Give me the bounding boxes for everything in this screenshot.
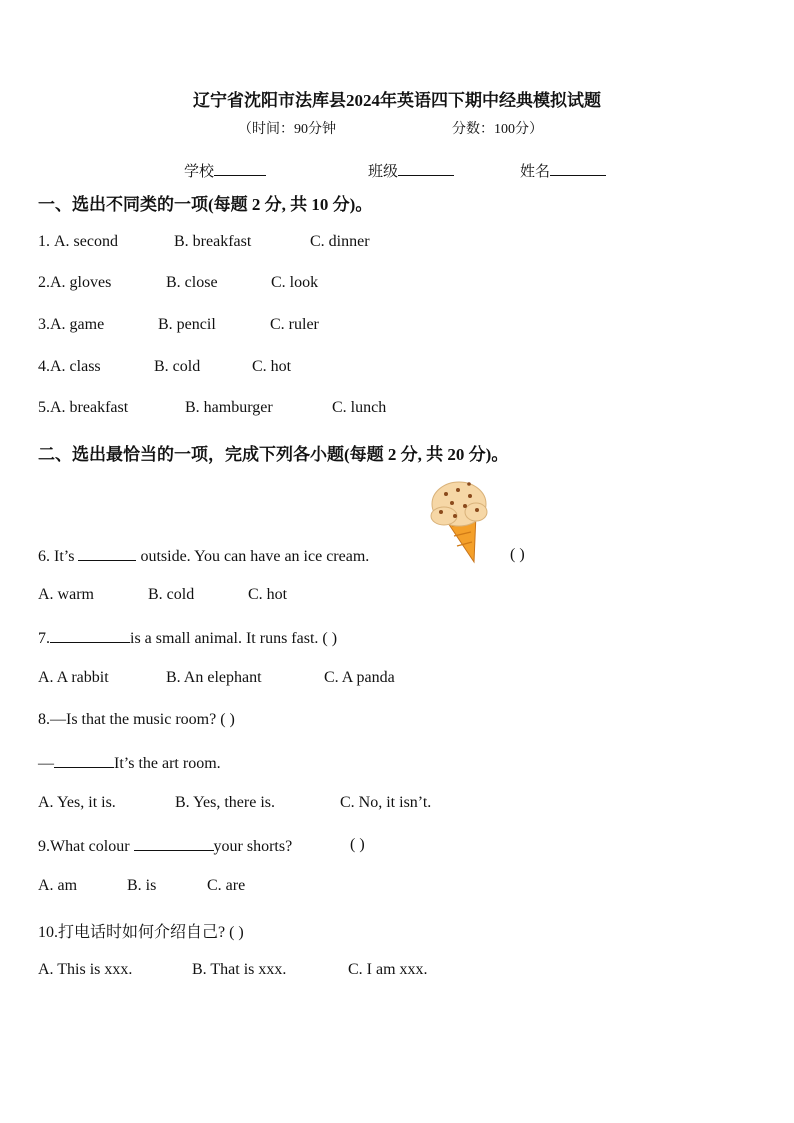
question-number: 1. [38,233,54,250]
question-5 [38,399,386,417]
option-a: A. This is xxx. [38,961,133,978]
name-label: 姓名 [520,164,551,180]
option-c: C. look [271,274,319,291]
question-7-number: 7. [38,630,50,647]
section-2-title: 二、选出最恰当的一项，完成下列各小题(每题 2 分, 共 20 分)。 [38,445,509,464]
section-1-title: 一、选出不同类的一项(每题 2 分, 共 10 分)。 [38,195,373,214]
option-c: C. lunch [332,399,387,416]
school-field [184,160,266,181]
question-8-options [38,794,431,812]
question-6 [38,546,369,566]
option-a: A. second [54,233,118,250]
option-a: A. game [50,316,105,333]
class-blank [398,161,454,176]
question-9-text-rest: your shorts? [213,838,293,855]
option-a: A. A rabbit [38,669,109,686]
question-number: 2. [38,274,50,291]
question-6-text: 6. It’s [38,548,79,565]
question-4 [38,358,291,376]
question-1 [38,233,370,251]
question-9-options [38,877,245,895]
question-9-text: 9.What colour [38,838,134,855]
option-a: A. warm [38,586,94,603]
option-b: B. An elephant [166,669,262,686]
question-number: 4. [38,358,50,375]
option-c: C. ruler [270,316,319,333]
option-b: B. close [166,274,218,291]
question-10-options [38,961,428,979]
question-8-reply [38,753,221,773]
option-c: C. A panda [324,669,395,686]
option-c: C. hot [252,358,292,375]
question-6-text-rest: outside. You can have an ice cream. [136,548,370,565]
question-8: 8.—Is that the music room? ( ) [38,711,235,728]
option-b: B. breakfast [174,233,252,250]
option-b: B. cold [154,358,201,375]
option-b: B. Yes, there is. [175,794,276,811]
page-title: 辽宁省沈阳市法库县2024年英语四下期中经典模拟试题 [193,91,601,110]
option-c: C. I am xxx. [348,961,428,978]
option-c: C. No, it isn’t. [340,794,432,811]
answer-paren: ( ) [350,836,365,853]
question-3 [38,316,319,334]
option-a: A. am [38,877,78,894]
school-blank [214,161,266,176]
option-a: A. class [50,358,101,375]
question-7 [38,628,337,648]
option-b: B. is [127,877,157,894]
answer-blank [50,628,130,643]
option-c: C. hot [248,586,288,603]
name-blank [550,161,606,176]
class-field [368,160,454,181]
exam-score: 分数：100分） [452,122,543,137]
ice-cream-icon [424,476,494,566]
dash: — [38,755,54,772]
question-7-text: is a small animal. It runs fast. ( ) [130,630,338,647]
option-b: B. cold [148,586,195,603]
question-6-options [38,586,287,604]
question-10: 10.打电话时如何介绍自己? ( ) [38,924,244,941]
question-8-reply-text: It’s the art room. [114,755,221,772]
option-a: A. breakfast [50,399,129,416]
option-a: A. Yes, it is. [38,794,116,811]
option-b: B. hamburger [185,399,273,416]
option-c: C. dinner [310,233,370,250]
option-b: B. pencil [158,316,216,333]
option-c: C. are [207,877,246,894]
question-number: 5. [38,399,50,416]
answer-paren: ( ) [510,546,525,563]
option-b: B. That is xxx. [192,961,287,978]
school-label: 学校 [184,164,215,180]
option-a: A. gloves [50,274,112,291]
question-number: 3. [38,316,50,333]
question-7-options [38,669,395,687]
answer-blank [134,836,214,851]
exam-time: （时间：90分钟 [238,122,336,137]
answer-blank [78,546,136,561]
class-label: 班级 [368,164,399,180]
name-field [520,160,606,181]
question-9 [38,836,292,856]
answer-blank [54,753,114,768]
question-2 [38,274,318,292]
